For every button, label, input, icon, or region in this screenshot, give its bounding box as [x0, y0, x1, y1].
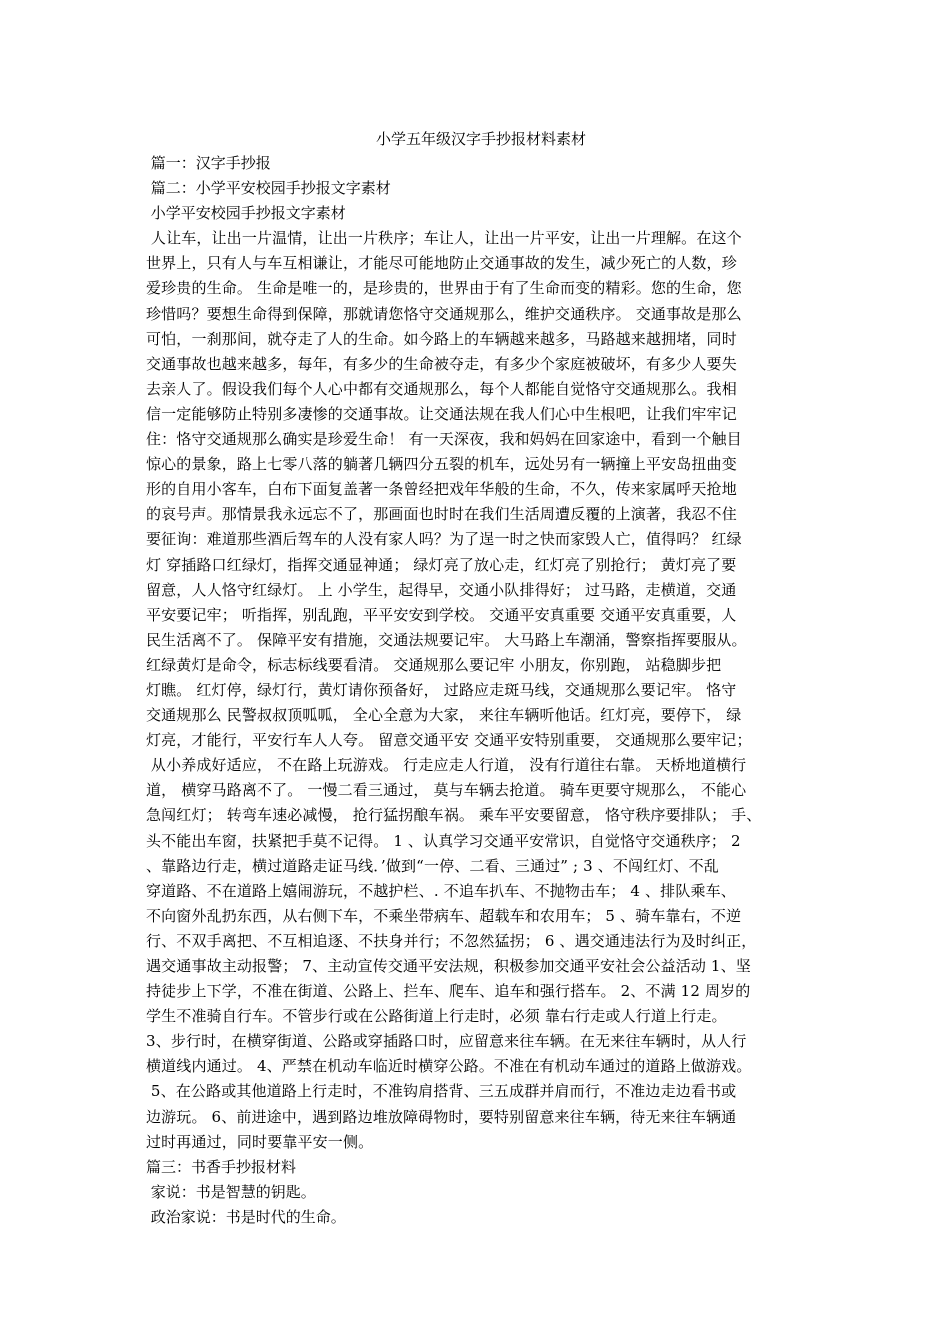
- quote-line: 家说：书是智慧的钥匙。: [146, 1182, 316, 1201]
- body-line: 人让车，让出一片温情，让出一片秩序；车让人，让出一片平安，让出一片理解。在这个: [146, 229, 742, 248]
- body-line: 去亲人了。假设我们每个人心中都有交通规那么，每个人都能自觉恪守交通规那么。我相: [146, 379, 737, 398]
- body-line: 可怕，一刹那间，就夺走了人的生命。如今路上的车辆越来越多，马路越来越拥堵，同时: [146, 329, 737, 348]
- body-line: 交通事故也越来越多，每年，有多少的生命被夺走，有多少个家庭被破坏，有多少人要失: [146, 354, 737, 373]
- body-line: 民生活离不了。 保障平安有措施，交通法规要记牢。 大马路上车潮涌，警察指挥要服从。: [146, 630, 747, 649]
- heading-section-2: 篇二：小学平安校园手抄报文字素材: [146, 179, 391, 198]
- body-line: 从小养成好适应， 不在路上玩游戏。 行走应走人行道， 没有行道往右靠。 天桥地道横行: [146, 756, 747, 775]
- body-line: 的哀号声。那情景我永远忘不了，那画面也时时在我们生活周遭反覆的上演著，我忍不住: [146, 505, 737, 524]
- body-line: 留意，人人恪守红绿灯。 上 小学生，起得早，交通小队排得好； 过马路，走横道，交通: [146, 580, 737, 599]
- body-line: 平安要记牢； 听指挥，别乱跑，平平安安到学校。 交通平安真重要 交通平安真重要，人: [146, 605, 737, 624]
- body-line: 灯亮，才能行，平安行车人人夸。 留意交通平安 交通平安特别重要， 交通规那么要牢记；: [146, 731, 752, 750]
- body-line: 要征询：难道那些酒后驾车的人没有家人吗？为了逞一时之快而家毁人亡，值得吗？ 红绿: [146, 530, 742, 549]
- body-line: 边游玩。 6、前进途中，遇到路边堆放障碍物时，要特别留意来往车辆，待无来往车辆通: [146, 1107, 737, 1126]
- body-line: 形的自用小客车，白布下面复盖著一条曾经把戏年华般的生命，不久，传来家属呼天抢地: [146, 480, 737, 499]
- body-line: 世界上，只有人与车互相谦让，才能尽可能地防止交通事故的发生，减少死亡的人数，珍: [146, 254, 737, 273]
- body-line: 信一定能够防止特别多凄惨的交通事故。让交通法规在我人们心中生根吧，让我们牢牢记: [146, 404, 737, 423]
- body-line: 头不能出车窗，扶紧把手莫不记得。 1 、认真学习交通平安常识，自觉恪守交通秩序； 2: [146, 831, 741, 850]
- body-line: 道， 横穿马路离不了。 一慢二看三通过， 莫与车辆去抢道。 骑车更要守规那么， 不能心: [146, 781, 747, 800]
- body-line: 、靠路边行走，横过道路走证马线．’做到“一停、二看、三通过” ; 3 、不闯红灯、不乱: [146, 856, 719, 875]
- body-line: 灯瞧。 红灯停，绿灯行，黄灯请你预备好， 过路应走斑马线，交通规那么要记牢。 恪守: [146, 680, 737, 699]
- body-line: 灯 穿插路口红绿灯，指挥交通显神通； 绿灯亮了放心走，红灯亮了别抢行； 黄灯亮了要: [146, 555, 737, 574]
- body-line: 惊心的景象，路上七零八落的躺著几辆四分五裂的机车，远处另有一辆撞上平安岛扭曲变: [146, 455, 737, 474]
- body-line: 穿道路、不在道路上嬉闹游玩，不越护栏、. 不追车扒车、不抛物击车； 4 、排队乘车、: [146, 881, 736, 900]
- body-line: 爱珍贵的生命。 生命是唯一的，是珍贵的，世界由于有了生命而变的精彩。您的生命，您: [146, 279, 742, 298]
- body-line: 珍惜吗？要想生命得到保障，那就请您恪守交通规那么，维护交通秩序。 交通事故是那么: [146, 304, 742, 323]
- body-line: 3、步行时，在横穿街道、公路或穿插路口时，应留意来往车辆。在无来往车辆时，从人行: [146, 1032, 747, 1051]
- document-page: [146, 127, 816, 1230]
- document-title: 小学五年级汉字手抄报材料素材: [375, 130, 586, 148]
- body-line: 交通规那么 民警叔叔顶呱呱， 全心全意为大家， 来往车辆听他话。红灯亮，要停下， 绿: [146, 706, 742, 725]
- body-line: 学生不准骑自行车。不管步行或在公路街道上行走时，必须 靠右行走或人行道上行走。: [146, 1007, 727, 1026]
- body-line: 不向窗外乱扔东西，从右侧下车，不乘坐带病车、超载车和农用车； 5 、骑车靠右，不逆: [146, 906, 742, 925]
- body-line: 住：恪守交通规那么确实是珍爱生命！ 有一天深夜，我和妈妈在回家途中，看到一个触目: [146, 430, 742, 449]
- body-line: 急闯红灯； 转弯车速必减慢， 抢行猛拐酿车祸。 乘车平安要留意， 恪守秩序要排队； 手、: [146, 806, 762, 825]
- body-line: 遇交通事故主动报警； 7、主动宣传交通平安法规，积极参加交通平安社会公益活动 1、坚: [146, 957, 751, 975]
- body-line: 行、不双手离把、不互相追逐、不扶身并行；不忽然猛拐； 6 、遇交通违法行为及时纠正，: [146, 931, 757, 950]
- body-line: 持徒步上下学，不准在街道、公路上、拦车、爬车、追车和强行搭车。 2、不满 12 周岁的: [146, 982, 751, 1001]
- body-line: 过时再通过，同时要靠平安一侧。: [146, 1132, 374, 1151]
- heading-section-3: 篇三：书香手抄报材料: [146, 1157, 297, 1176]
- body-text: [146, 226, 816, 1154]
- body-line: 红绿黄灯是命令，标志标线要看清。 交通规那么要记牢 小朋友，你别跑， 站稳脚步把: [146, 655, 722, 674]
- body-line: 横道线内通过。 4、严禁在机动车临近时横穿公路。不准在有机动车通过的道路上做游戏。: [146, 1057, 752, 1076]
- heading-section-1: 篇一：汉字手抄报: [146, 154, 271, 172]
- heading-subtitle: 小学平安校园手抄报文字素材: [146, 204, 346, 223]
- quote-line: 政治家说：书是时代的生命。: [146, 1207, 346, 1226]
- body-line: 5、在公路或其他道路上行走时，不准钩肩搭背、三五成群并肩而行，不准边走边看书或: [146, 1082, 737, 1101]
